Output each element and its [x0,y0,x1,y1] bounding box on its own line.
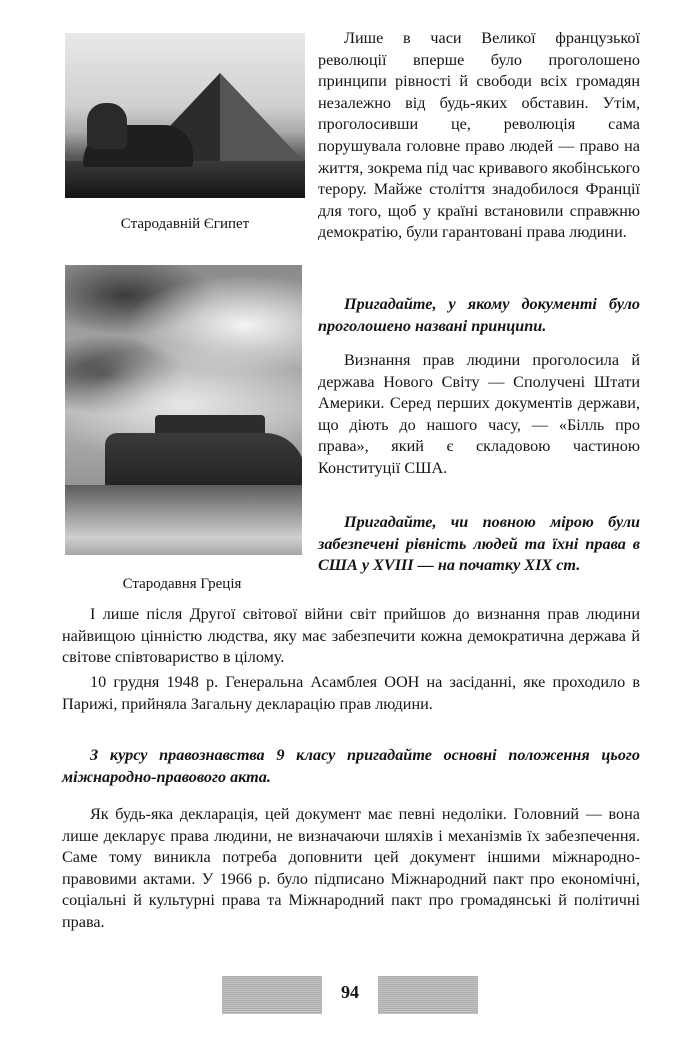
caption-ancient-egypt: Стародавній Єгипет [120,216,250,232]
paragraph-french-revolution: Лише в часи Великої французької революції вперше було проголошено принципи рівності й свободи всіх громадян незалежно від будь-яких обставин. Утім, проголосивши це, революція сама порушувала головне право людей — право на життя, зокрема під час кривавого якобінського терору. Майже століття знадобилося Франції для того, щоб у країні встановили справжню демократію, були гарантовані права людини. [318,29,640,242]
question-law-course: З курсу правознавства 9 класу пригадайте основні положення цього міжнародно-правового акта. [62,746,640,786]
paragraph-declaration-shortcomings: Як будь-яка декларація, цей документ має певні недоліки. Головний — вона лише декларує права людини, не визначаючи шляхів і механізмів їх забезпечення. Саме тому виникла потреба доповнити цей документ іншими міжнародно-правовими актами. У 1966 р. було підписано Міжнародний пакт про економічні, соціальні й культурні права та Міжнародний пакт про громадянські й політичні права. [62,805,640,931]
paragraph-after-ww2: І лише після Другої світової війни світ прийшов до визнання прав людини найвищою цінністю людства, яку має забезпечити кожна демократична держава й світове співтовариство в цілому. [62,605,640,667]
photo-ancient-egypt [65,33,305,198]
question-document: Пригадайте, у якому документі було проголошено названі принципи. [318,295,640,335]
paragraph-usa: Визнання прав людини проголосила й держава Нового Світу — Сполучені Штати Америки. Серед перших документів держави, що діють до нашого часу, — «Білль про права», який є складовою частиною Конституції США. [318,351,640,477]
page-number-bar-right [378,976,478,1014]
page-number: 94 [341,982,359,1002]
caption-ancient-greece: Стародавня Греція [122,576,242,592]
page-number-bar-left [222,976,322,1014]
photo-ancient-greece [65,265,302,555]
paragraph-un-declaration: 10 грудня 1948 р. Генеральна Асамблея ООН на засіданні, яке проходило в Парижі, прийняла Загальну декларацію прав людини. [62,673,640,713]
question-usa-equality: Пригадайте, чи повною мірою були забезпечені рівність людей та їхні права в США у XVIII — на початку XIX ст. [318,513,640,575]
